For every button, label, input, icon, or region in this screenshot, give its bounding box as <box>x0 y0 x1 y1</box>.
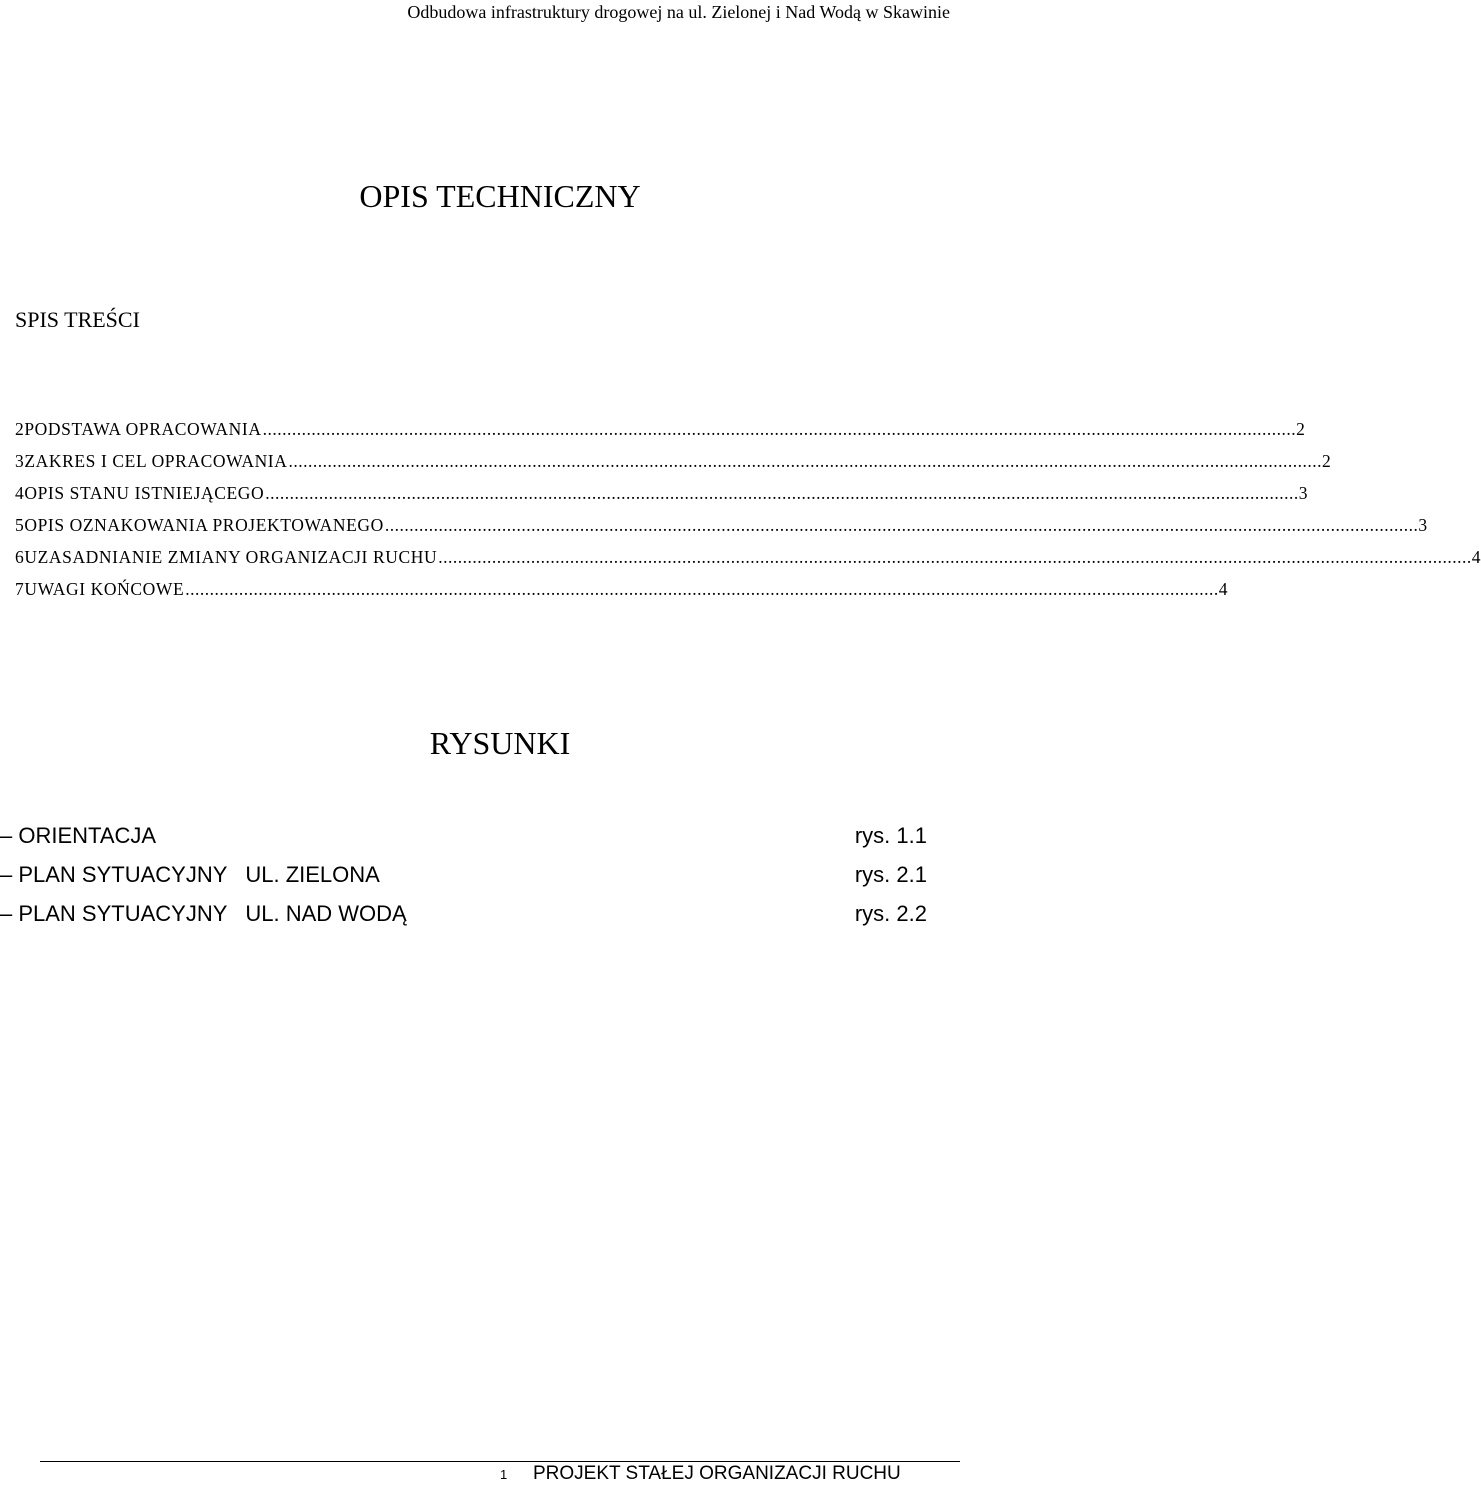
toc-leader-dots: .................................................................................................................................................................................................................... <box>185 579 1219 599</box>
toc-entry-label: 7UWAGI KOŃCOWE <box>15 579 185 599</box>
footer-page-number: 1 <box>500 1467 508 1482</box>
drawing-name: – ORIENTACJA <box>0 823 157 848</box>
toc-entry-page: 4 <box>1218 579 1229 599</box>
toc-entry-label: 5OPIS OZNAKOWANIA PROJEKTOWANEGO <box>15 515 384 535</box>
toc-leader-dots: .................................................................................................................................................................................................................... <box>288 451 1322 471</box>
toc-leader-dots: .................................................................................................................................................................................................................... <box>438 547 1472 567</box>
drawings-title: RYSUNKI <box>429 725 571 761</box>
drawings-list <box>0 816 927 933</box>
page-header <box>0 0 960 24</box>
toc-leader-dots: .................................................................................................................................................................................................................... <box>384 515 1419 535</box>
toc-title: SPIS TREŚCI <box>15 307 140 332</box>
drawing-item <box>0 816 927 855</box>
footer-text: PROJEKT STAŁEJ ORGANIZACJI RUCHU <box>533 1463 901 1484</box>
table-of-contents <box>15 413 1481 605</box>
toc-leader-dots: .................................................................................................................................................................................................................... <box>262 419 1297 439</box>
drawing-item <box>0 894 927 933</box>
drawing-reference: rys. 1.1 <box>854 823 927 848</box>
toc-entry-label: 3ZAKRES I CEL OPRACOWANIA <box>15 451 288 471</box>
toc-entry-page: 4 <box>1471 547 1481 567</box>
toc-entry[interactable] <box>15 413 1306 445</box>
header-text: Odbudowa infrastruktury drogowej na ul. Zielonej i Nad Wodą w Skawinie <box>407 2 950 22</box>
toc-entry-page: 3 <box>1298 483 1309 503</box>
drawing-item <box>0 855 927 894</box>
toc-entry[interactable] <box>15 509 1428 541</box>
page-title: OPIS TECHNICZNY <box>359 178 641 214</box>
drawing-name: – PLAN SYTUACYJNY UL. NAD WODĄ <box>0 901 407 926</box>
drawing-reference: rys. 2.1 <box>854 862 927 887</box>
toc-entry[interactable] <box>15 477 1309 509</box>
drawing-name: – PLAN SYTUACYJNY UL. ZIELONA <box>0 862 380 887</box>
drawing-reference: rys. 2.2 <box>854 901 927 926</box>
toc-entry-page: 3 <box>1418 515 1428 535</box>
toc-entry-label: 6UZASADNIANIE ZMIANY ORGANIZACJI RUCHU <box>15 547 438 567</box>
toc-entry-label: 2PODSTAWA OPRACOWANIA <box>15 419 262 439</box>
toc-entry-page: 2 <box>1296 419 1306 439</box>
toc-entry[interactable] <box>15 573 1229 605</box>
toc-entry[interactable] <box>15 445 1332 477</box>
toc-entry[interactable] <box>15 541 1481 573</box>
toc-leader-dots: .................................................................................................................................................................................................................... <box>265 483 1299 503</box>
toc-entry-page: 2 <box>1321 451 1332 471</box>
page-footer <box>0 1462 960 1483</box>
toc-entry-label: 4OPIS STANU ISTNIEJĄCEGO <box>15 483 265 503</box>
